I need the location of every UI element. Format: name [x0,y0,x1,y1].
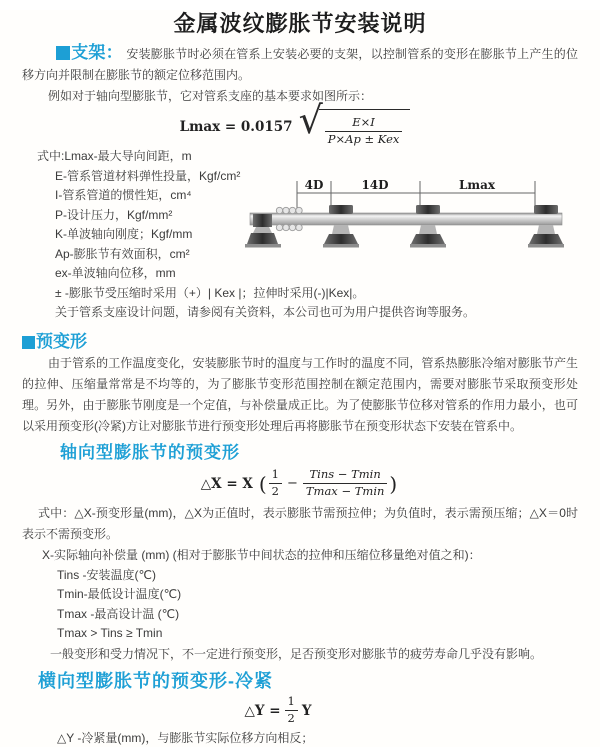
temp-inequality-line: Tmax > Tins ≥ Tmin [57,626,163,640]
minus-operator: − [286,476,298,491]
axial-formula [22,467,578,501]
dim-label-lmax: Lmax [458,178,496,192]
x-definition-line: X-实际轴向补偿量 (mm) (相对于膨胀节中间状态的拉伸和压缩位移量绝对值之和)： [42,547,481,562]
fraction-numerator: 1 [271,467,279,482]
page-title: 金属波纹膨胀节安装说明 [173,11,427,36]
axial-formula-lhs: △X = X [200,475,253,492]
definition-line: I-管系管道的惯性矩，cm⁴ [55,188,192,202]
predeform-heading-label: 预变形 [36,331,87,351]
document-content [0,10,600,748]
support-intro-paragraph [22,44,578,86]
dim-label-14d: 14D [361,178,389,192]
lateral-formula [22,696,538,726]
temp-definition-line: Tins -安装温度(℃) [57,567,157,582]
definition-line: E-管系管道材料弹性投量，Kgf/cm² [55,168,241,183]
support-heading-label: 支架： [71,43,123,62]
definition-line: K-单波轴向刚度；Kgf/mm [55,227,193,241]
definition-line: Ap-膨胀节有效面积，cm² [55,246,190,261]
temp-definition-line: Tmin-最低设计温度(℃) [57,587,182,601]
open-paren: ( [258,471,267,496]
guide-support [528,205,564,248]
pipe [250,213,562,225]
lmax-formula-lhs: Lmax = 0.0157 [179,119,293,135]
lmax-fraction-denominator: P×Ap ± Kex [325,131,403,147]
lmax-fraction [325,116,403,147]
lateral-formula-rhs: Y [301,702,312,719]
close-paren: ) [389,471,398,496]
guide-support [323,205,359,248]
definition-line: P-设计压力，Kgf/mm² [55,207,173,222]
document-page [0,10,600,747]
definition-line: 关于管系支座设计问题，请参阅有关资料，本公司也可为用户提供咨询等服务。 [55,305,476,319]
radical-body [319,109,411,147]
definition-line: 式中:Lmax-最大导向间距，m [37,149,192,163]
fraction-denominator: 2 [285,710,298,726]
predeform-note-line: 一般变形和受力情况下，不一定进行预变形，足否预变形对膨胀节的疲劳寿命几乎没有影响。 [50,646,543,661]
support-example-line: 例如对于轴向型膨胀节，它对管系支座的基本要求如图所示： [48,89,373,103]
fraction-denominator: Tmax − Tmin [303,483,388,499]
predeform-body-paragraph: 由于管系的工作温度变化，安装膨胀节时的温度与工作时的温度不同，管系热膨胀冷缩对膨胀节产生的拉伸、压缩量常常是不均等的，为了膨胀节变形范围控制在额定范围内，需要对膨胀节采取预变形处理。另外，由于膨胀节刚度是一个定值，与补偿量成正比。为了使膨胀节位移对管系的作用力最小，也可以采用预变形(冷紧)方让对膨胀节进行预变形处理后再将膨胀节在预变形状态下安装在管系中。 [22,355,578,433]
fraction-numerator: 1 [287,694,295,709]
support-section-heading [56,43,123,62]
section-bullet-icon [22,336,35,349]
dy-definition-line: △Y -冷紧量(mm)，与膨胀节实际位移方向相反； [57,730,314,745]
dim-label-4d: 4D [304,178,324,192]
axial-subsection-heading: 轴向型膨胀节的预变形 [60,442,240,462]
lateral-subsection-heading: 横向型膨胀节的预变形-冷紧 [38,670,273,691]
pipe-support-diagram [245,175,597,273]
temp-definition-line: Tmax -最高设计温 (℃) [57,606,180,621]
radical [297,98,411,147]
section-bullet-icon [56,46,70,60]
support-intro-text: 安装膨胀节时必须在管系上安装必要的支架，以控制管系的变形在膨胀节上产生的位移方向并限制在膨胀节的额定位移范围内。 [22,47,578,82]
lateral-formula-lhs: △Y = [244,702,281,719]
predeform-section-heading [22,331,578,353]
fraction-numerator: Tins − Tmin [309,467,381,482]
one-half-fraction [285,695,298,726]
variable-definitions-section [22,147,578,323]
axial-explanation-paragraph: 式中：△X-预变形量(mm)，△X为正值时，表示膨胀节需预拉伸；为负值时，表示需预压缩；△X＝0时表示不需预变形。 [22,505,578,541]
lmax-formula [22,98,568,146]
guide-support [410,205,446,248]
definition-line: ± -膨胀节受压缩时采用（+）| Kex |；拉伸时采用(-)|Kex|。 [55,285,365,300]
radical-sign: √ [298,98,323,143]
temperature-fraction [303,468,388,499]
definition-line: ex-单波轴向位移，mm [55,266,176,280]
fraction-denominator: 2 [269,483,282,499]
one-half-fraction [269,468,282,499]
lmax-fraction-numerator: E×I [352,115,375,130]
